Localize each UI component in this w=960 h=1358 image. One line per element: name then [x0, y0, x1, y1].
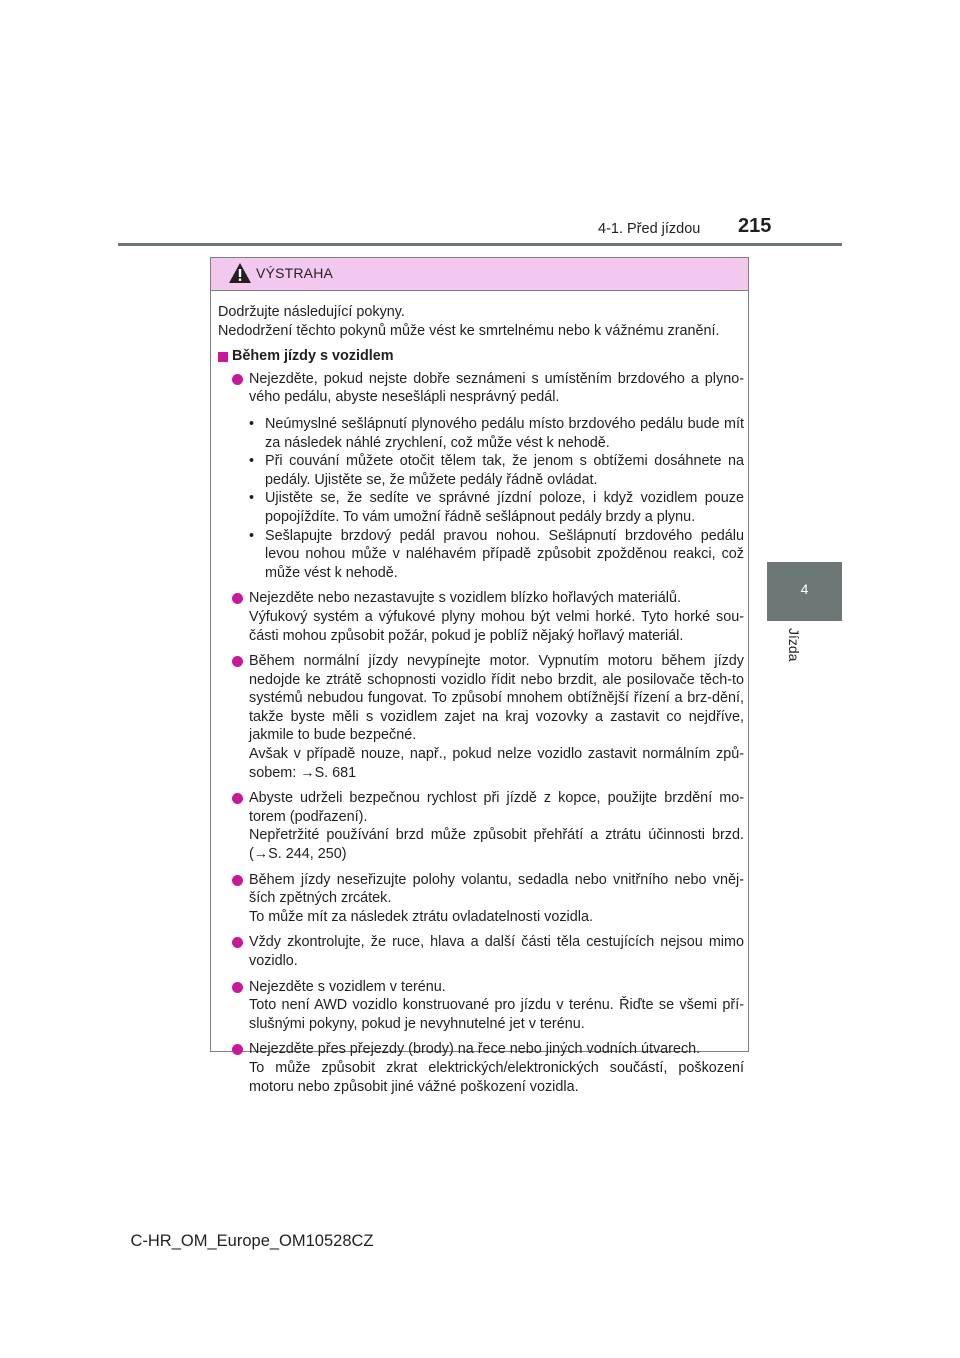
header-divider — [118, 243, 842, 246]
warning-triangle-icon — [228, 262, 252, 284]
sub-list-item — [241, 415, 744, 452]
section-title: 4-1. Před jízdou — [598, 221, 701, 237]
item-text: Nejezděte s vozidlem v terénu. — [249, 978, 446, 995]
subheading — [218, 347, 744, 366]
item-text: Během normální jízdy nevypínejte motor. Vypnutím motoru během jízdy nedojde ke ztrátě schopnosti vozidlo řídit nebo brzdit, ale posilovače těch-to systémů nebudou fungovat. To způsobí mnohem obtížnější řízení a brz-dění, takže byste měli s vozidlem zajet na kraj vozovky a zastavit co nejdříve, jakmile to bude bezpečné. — [249, 653, 744, 744]
warning-item — [218, 978, 744, 1034]
square-bullet-icon — [218, 352, 228, 362]
item-text: Abyste udrželi bezpečnou rychlost při jízdě z kopce, použijte brzdění mo-torem (podřazení). — [249, 790, 744, 825]
chapter-label: Jízda — [786, 628, 802, 662]
item-text: Nejezděte nebo nezastavujte s vozidlem blízko hořlavých materiálů. — [249, 590, 681, 607]
circle-bullet-icon — [232, 374, 243, 385]
warning-label: VÝSTRAHA — [256, 265, 334, 281]
circle-bullet-icon — [232, 656, 243, 667]
page-number: 215 — [738, 215, 772, 237]
subheading-text: Během jízdy s vozidlem — [232, 348, 394, 365]
dot-bullet-icon: • — [249, 490, 255, 507]
circle-bullet-icon — [232, 1044, 243, 1055]
warning-item — [218, 589, 744, 645]
warning-item — [218, 871, 744, 927]
warning-item — [218, 652, 744, 782]
sub-item-text: Neúmyslné sešlápnutí plynového pedálu místo brzdového pedálu bude mít za následek náhlé zrychlení, což může vést k nehodě. — [265, 415, 744, 451]
intro-line: Nedodržení těchto pokynů může vést ke smrtelnému nebo k vážnému zranění. — [218, 322, 720, 339]
sub-item-text: Ujistěte se, že sedíte ve správné jízdní poloze, i když vozidlem pouze popojíždíte. To vám umožní řádně sešlápnout pedály brzdy a plynu. — [265, 490, 744, 525]
warning-header — [211, 258, 748, 291]
chapter-number: 4 — [800, 581, 809, 597]
warning-item — [218, 933, 744, 970]
circle-bullet-icon — [232, 593, 243, 604]
warning-item — [218, 370, 744, 583]
item-text: Vždy zkontrolujte, že ruce, hlava a další části těla cestujících nejsou mimo vozidlo. — [249, 934, 744, 969]
warning-item — [218, 1040, 744, 1096]
item-text: Toto není AWD vozidlo konstruované pro jízdu v terénu. Řiďte se všemi pří-slušnými pokyny, pokud je nevyhnutelné jet v terénu. — [249, 997, 744, 1032]
dot-bullet-icon: • — [249, 527, 255, 544]
document-code: C-HR_OM_Europe_OM10528CZ — [130, 1232, 374, 1250]
dot-bullet-icon: • — [249, 415, 255, 432]
sub-item-text: Při couvání můžete otočit tělem tak, že jenom s obtížemi dosáhnete na pedály. Ujistěte se, že můžete pedály řádně ovládat. — [265, 453, 744, 488]
item-text: To může způsobit zkrat elektrických/elektronických součástí, poškození motoru nebo způsobit jiné vážné poškození vozidla. — [249, 1059, 744, 1095]
item-text: Avšak v případě nouze, např., pokud nelze vozidlo zastavit normálním způ-sobem: →S. 681 — [249, 746, 744, 781]
item-text: Během jízdy neseřizujte polohy volantu, sedadla nebo vnitřního nebo vněj-ších zpětných zrcátek. — [249, 871, 744, 907]
item-text: Nejezděte přes přejezdy (brody) na řece nebo jiných vodních útvarech. — [249, 1041, 701, 1058]
circle-bullet-icon — [232, 875, 243, 886]
circle-bullet-icon — [232, 793, 243, 804]
page-header — [0, 0, 960, 250]
sub-list-item — [241, 452, 744, 489]
item-text: To může mít za následek ztrátu ovladatelnosti vozidla. — [249, 908, 593, 925]
warning-body — [218, 303, 744, 1103]
sub-list-item — [241, 527, 744, 583]
item-text: Nepřetržité používání brzd může způsobit přehřátí a ztrátu účinnosti brzd. (→S. 244, 250) — [249, 827, 744, 863]
sub-list — [241, 415, 744, 582]
chapter-tab — [767, 562, 842, 621]
circle-bullet-icon — [232, 982, 243, 993]
intro-line: Dodržujte následující pokyny. — [218, 304, 405, 320]
item-text: Výfukový systém a výfukové plyny mohou být velmi horké. Tyto horké sou-části mohou způsobit požár, pokud je poblíž nějaký hořlavý materiál. — [249, 608, 744, 644]
warning-intro — [218, 303, 744, 340]
item-text: Nejezděte, pokud nejste dobře seznámeni s umístěním brzdového a plyno-vého pedálu, abyste nesešlápli nesprávný pedál. — [249, 370, 744, 406]
warning-item — [218, 789, 744, 863]
dot-bullet-icon: • — [249, 453, 255, 470]
circle-bullet-icon — [232, 937, 243, 948]
warning-box — [210, 257, 749, 1095]
sub-item-text: Sešlapujte brzdový pedál pravou nohou. Sešlápnutí brzdového pedálu levou nohou může v naléhavém případě způsobit zpožděnou reakci, což může vést k nehodě. — [265, 527, 744, 581]
sub-list-item — [241, 489, 744, 526]
